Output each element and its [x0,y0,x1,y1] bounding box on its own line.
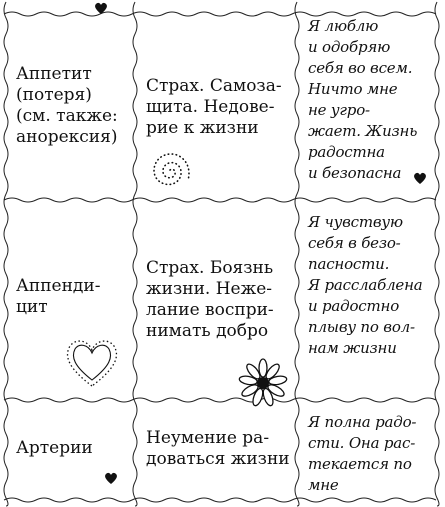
term-line: Артерии [16,438,93,458]
row-2-cause [146,258,296,342]
affirmation-line: жает. Жизнь [308,122,418,140]
row-1-affirmation [308,16,436,184]
affirmation-line: Я чувствую [308,213,403,231]
col-divider-left [4,2,8,506]
affirmation-line: Ничто мне [308,80,398,98]
row-3-cause [146,428,296,470]
term-line: Аппенди- [16,276,101,296]
affirmation-line: радостна [308,143,385,161]
term-line: цит [16,297,48,317]
affirmation-line: и безопасна [308,164,402,182]
affirmation-line: плыву по вол- [308,318,415,336]
term-line: Аппетит [16,64,92,84]
cause-line: доваться жизни [146,449,290,469]
row-divider-1 [4,198,436,202]
cause-line: рие к жизни [146,118,259,138]
cause-line: Страх. Самоза- [146,76,282,96]
row-1-cause [146,76,296,139]
term-line: анорексия) [16,127,118,147]
cause-line: Страх. Боязнь [146,258,274,278]
cause-line: лание воспри- [146,300,274,320]
affirmation-line: себя во всем. [308,59,413,77]
affirmation-line: нам жизни [308,339,397,357]
affirmation-line: и одобряю [308,38,391,56]
affirmation-line: мне [308,476,339,494]
dotted-heart-icon [62,336,122,390]
affirmation-line: Я люблю [308,17,379,35]
row-2-term [16,276,134,318]
heart-icon [413,172,427,185]
row-divider-2 [4,398,436,402]
row-3-affirmation [308,412,436,496]
daisy-icon [238,358,288,408]
row-3-term [16,438,134,459]
affirmation-line: и радостно [308,297,400,315]
affirmation-line: Я полна радо- [308,413,417,431]
cause-line: жизни. Неже- [146,279,273,299]
row-1-term [16,64,134,148]
term-line: (см. также: [16,106,118,126]
term-line: (потеря) [16,85,92,105]
heart-icon [104,472,118,485]
affirmation-line: себя в безо- [308,234,401,252]
cause-line: щита. Недове- [146,97,275,117]
affirmation-line: пасности. [308,255,390,273]
row-divider-bottom [4,498,436,502]
cause-line: Неумение ра- [146,428,270,448]
heart-icon [94,2,108,15]
affirmation-line: сти. Она рас- [308,434,416,452]
dotted-spiral-icon [142,142,198,198]
affirmation-line: не угро- [308,101,370,119]
row-2-affirmation [308,212,436,359]
affirmation-line: Я расслаблена [308,276,423,294]
cause-line: нимать добро [146,321,269,341]
affirmation-line: текается по [308,455,412,473]
